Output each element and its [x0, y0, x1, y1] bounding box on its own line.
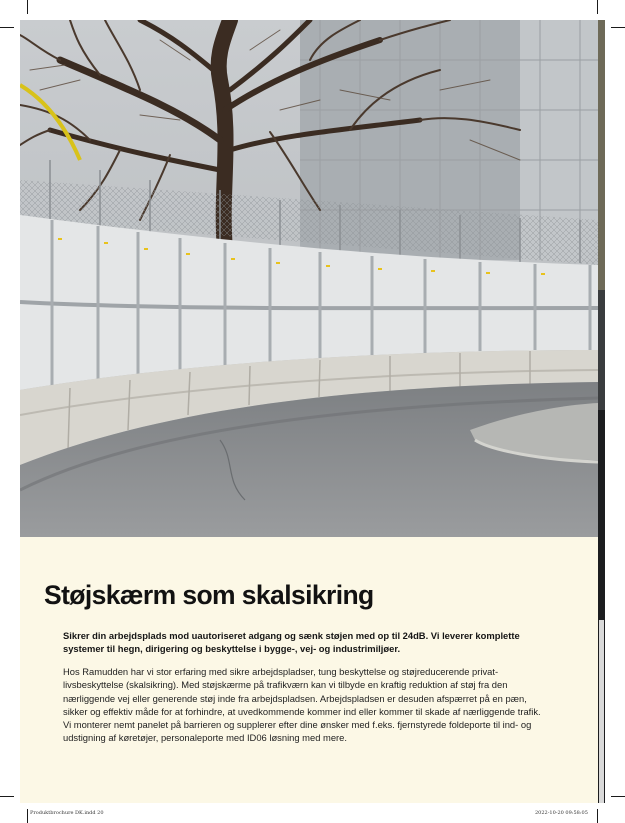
adjacent-page-strip — [598, 20, 605, 803]
crop-mark — [27, 0, 28, 14]
crop-mark — [0, 27, 14, 28]
crop-mark — [27, 809, 28, 823]
crop-mark — [597, 0, 598, 14]
crop-mark — [0, 796, 14, 797]
strip-upper — [598, 20, 605, 290]
crop-mark — [597, 809, 598, 823]
crop-mark — [611, 27, 625, 28]
strip-lower — [599, 620, 604, 803]
crop-mark — [611, 796, 625, 797]
strip-middle — [598, 290, 605, 410]
slug-timestamp: 2022-10-20 09:58:05 — [535, 810, 588, 816]
hero-photo — [20, 20, 598, 537]
headline: Støjskærm som skalsikring — [44, 580, 374, 610]
slug-file: Produktbrochure DK.indd 20 — [30, 810, 104, 816]
lead-paragraph: Sikrer din arbejdsplads mod uautoriseret adgang og sænk støjen med op til 24dB. Vi leverer komplette systemer til hegn, dirigering og beskyttelse i bygge-, vej- og industrimiljøer. — [63, 630, 520, 654]
body-paragraph: Hos Ramudden har vi stor erfaring med sikre arbejdspladser, tung beskyttelse og støjreducerende privat-livsbeskyttelse (skalsikring). Med støjskærme på trafikværn kan vi tilbyde en kraftig reduktion af støj fra den nærliggende vej eller generende støj inde fra arbejdspladsen. Arbejdspladsen er desuden afspærret på en pæn, sikker og effektiv måde for at forhindre, at uvedkommende kommer ind eller kommer til skade af nærliggende trafik. Vi monterer nemt panelet på barrieren og supplerer efter dine ønsker med f.eks. fjernstyrede foldeporte til ind- og udstigning af køretøjer, personaleporte med ID06 løsning med mere. — [63, 666, 541, 744]
